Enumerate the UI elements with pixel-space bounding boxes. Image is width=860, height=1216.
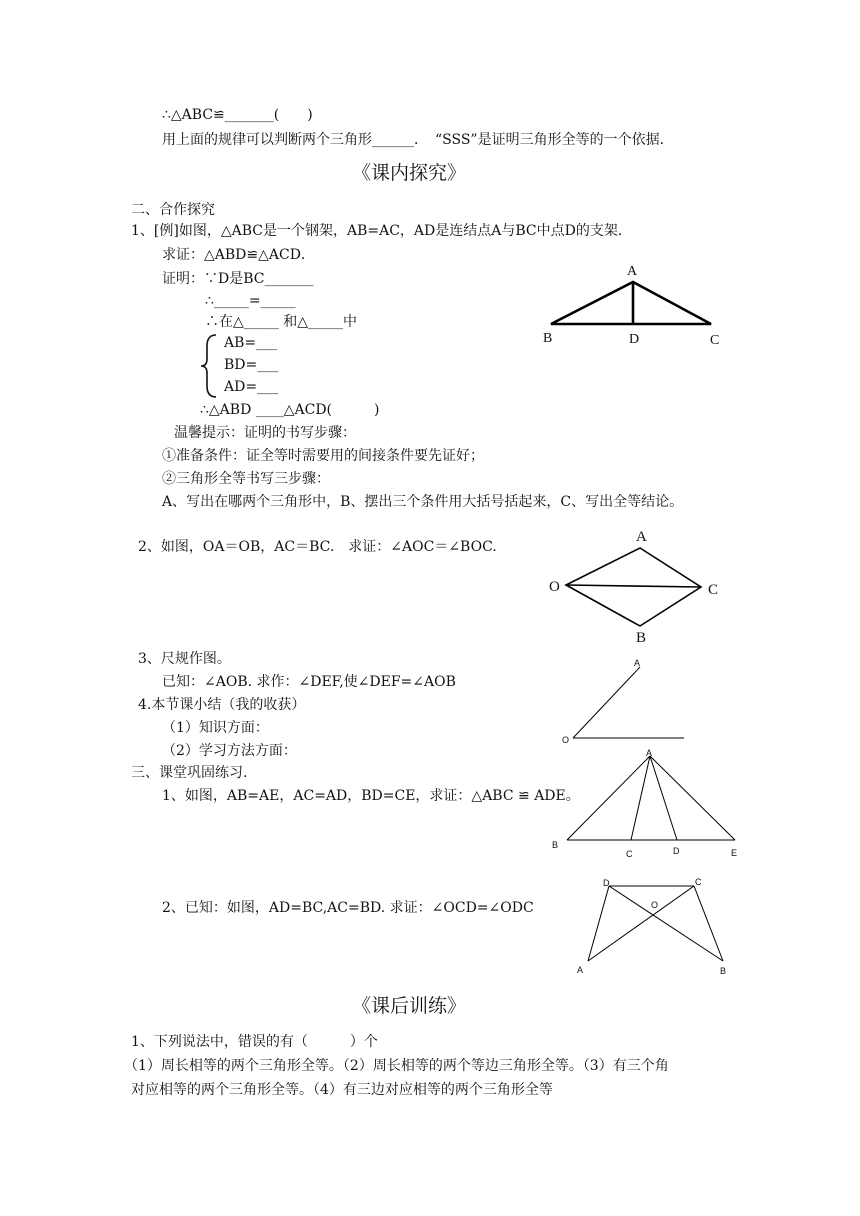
practice-1: 1、如图，AB=AE，AC=AD，BD=CE，求证：△ABC ≌ ADE。 <box>162 788 580 804</box>
fig2-label-c: C <box>708 582 719 598</box>
summary-method: （2）学习方法方面： <box>162 743 297 759</box>
example-3-given: 已知：∠AOB. 求作：∠DEF,使∠DEF=∠AOB <box>162 674 456 690</box>
condition-bd: BD=___ <box>224 357 279 373</box>
fig3-label-o: O <box>562 735 570 745</box>
example-1-prove: 求证：△ABD≌△ACD． <box>162 247 315 263</box>
fig1-label-b: B <box>543 331 553 346</box>
fig5-label-d: D <box>603 878 610 888</box>
proof-step-1: 证明：∵D是BC_______ <box>162 271 314 287</box>
condition-ab: AB=___ <box>224 335 278 351</box>
tip-step-1: ①准备条件：证全等时需要用的间接条件要先证好； <box>162 448 484 464</box>
question-1-options-line-1: （1）周长相等的两个三角形全等。（2）周长相等的两个等边三角形全等。（3）有三个角 <box>124 1058 669 1074</box>
section-title-in-class: 《课内探究》 <box>352 162 467 184</box>
fig2-label-b: B <box>636 630 647 646</box>
tip-step-3: A、写出在哪两个三角形中，B、摆出三个条件用大括号括起来，C、写出全等结论。 <box>162 494 684 510</box>
line-congruence-conclusion: ∴△ABC≌_______( ) <box>162 107 313 123</box>
summary-heading: 4.本节课小结（我的收获） <box>138 697 306 713</box>
practice-2: 2、已知：如图，AD=BC,AC=BD. 求证：∠OCD=∠ODC <box>162 900 534 916</box>
proof-step-2: ∴_____=_____ <box>205 293 296 309</box>
fig4-label-a: A <box>646 748 653 758</box>
question-1: 1、下列说法中，错误的有（ ）个 <box>131 1034 378 1050</box>
question-1-options-line-2: 对应相等的两个三角形全等。（4）有三边对应相等的两个三角形全等 <box>131 1082 553 1098</box>
fig1-label-d: D <box>629 332 640 347</box>
section-practice: 三、课堂巩固练习. <box>131 765 248 781</box>
tip-step-2: ②三角形全等书写三步骤： <box>162 471 330 487</box>
example-1-statement: 1、[例]如图，△ABC是一个钢架，AB=AC，AD是连结点A与BC中点D的支架． <box>131 223 632 239</box>
fig5-label-b: B <box>720 966 727 976</box>
fig4-label-c: C <box>626 849 633 859</box>
condition-ad: AD=___ <box>224 379 279 395</box>
section-title-after-class: 《课后训练》 <box>352 995 467 1017</box>
fig5-label-o: O <box>651 900 659 910</box>
proof-conclusion: ∴△ABD ____△ACD( ) <box>200 402 380 418</box>
fig2-label-a: A <box>636 529 647 545</box>
summary-knowledge: （1）知识方面： <box>162 720 269 736</box>
proof-step-3: ∴在△_____ 和△_____中 <box>205 314 357 330</box>
tip-heading: 温馨提示：证明的书写步骤： <box>174 425 356 441</box>
fig4-label-b: B <box>552 840 559 850</box>
fig1-label-a: A <box>627 264 638 279</box>
fig5-label-a: A <box>577 965 584 975</box>
line-sss-rule: 用上面的规律可以判断两个三角形______． “SSS”是证明三角形全等的一个依据． <box>162 132 674 148</box>
fig1-label-c: C <box>710 333 720 348</box>
fig3-label-a: A <box>634 658 641 668</box>
fig4-label-e: E <box>731 848 738 858</box>
fig4-label-d: D <box>673 846 680 856</box>
example-3-statement: 3、尺规作图。 <box>138 651 231 667</box>
fig5-label-c: C <box>695 877 702 887</box>
fig2-label-o: O <box>549 579 560 595</box>
section-cooperative: 二、合作探究 <box>131 202 215 218</box>
example-2-statement: 2、如图，OA＝OB，AC＝BC. 求证：∠AOC＝∠BOC. <box>138 539 497 555</box>
